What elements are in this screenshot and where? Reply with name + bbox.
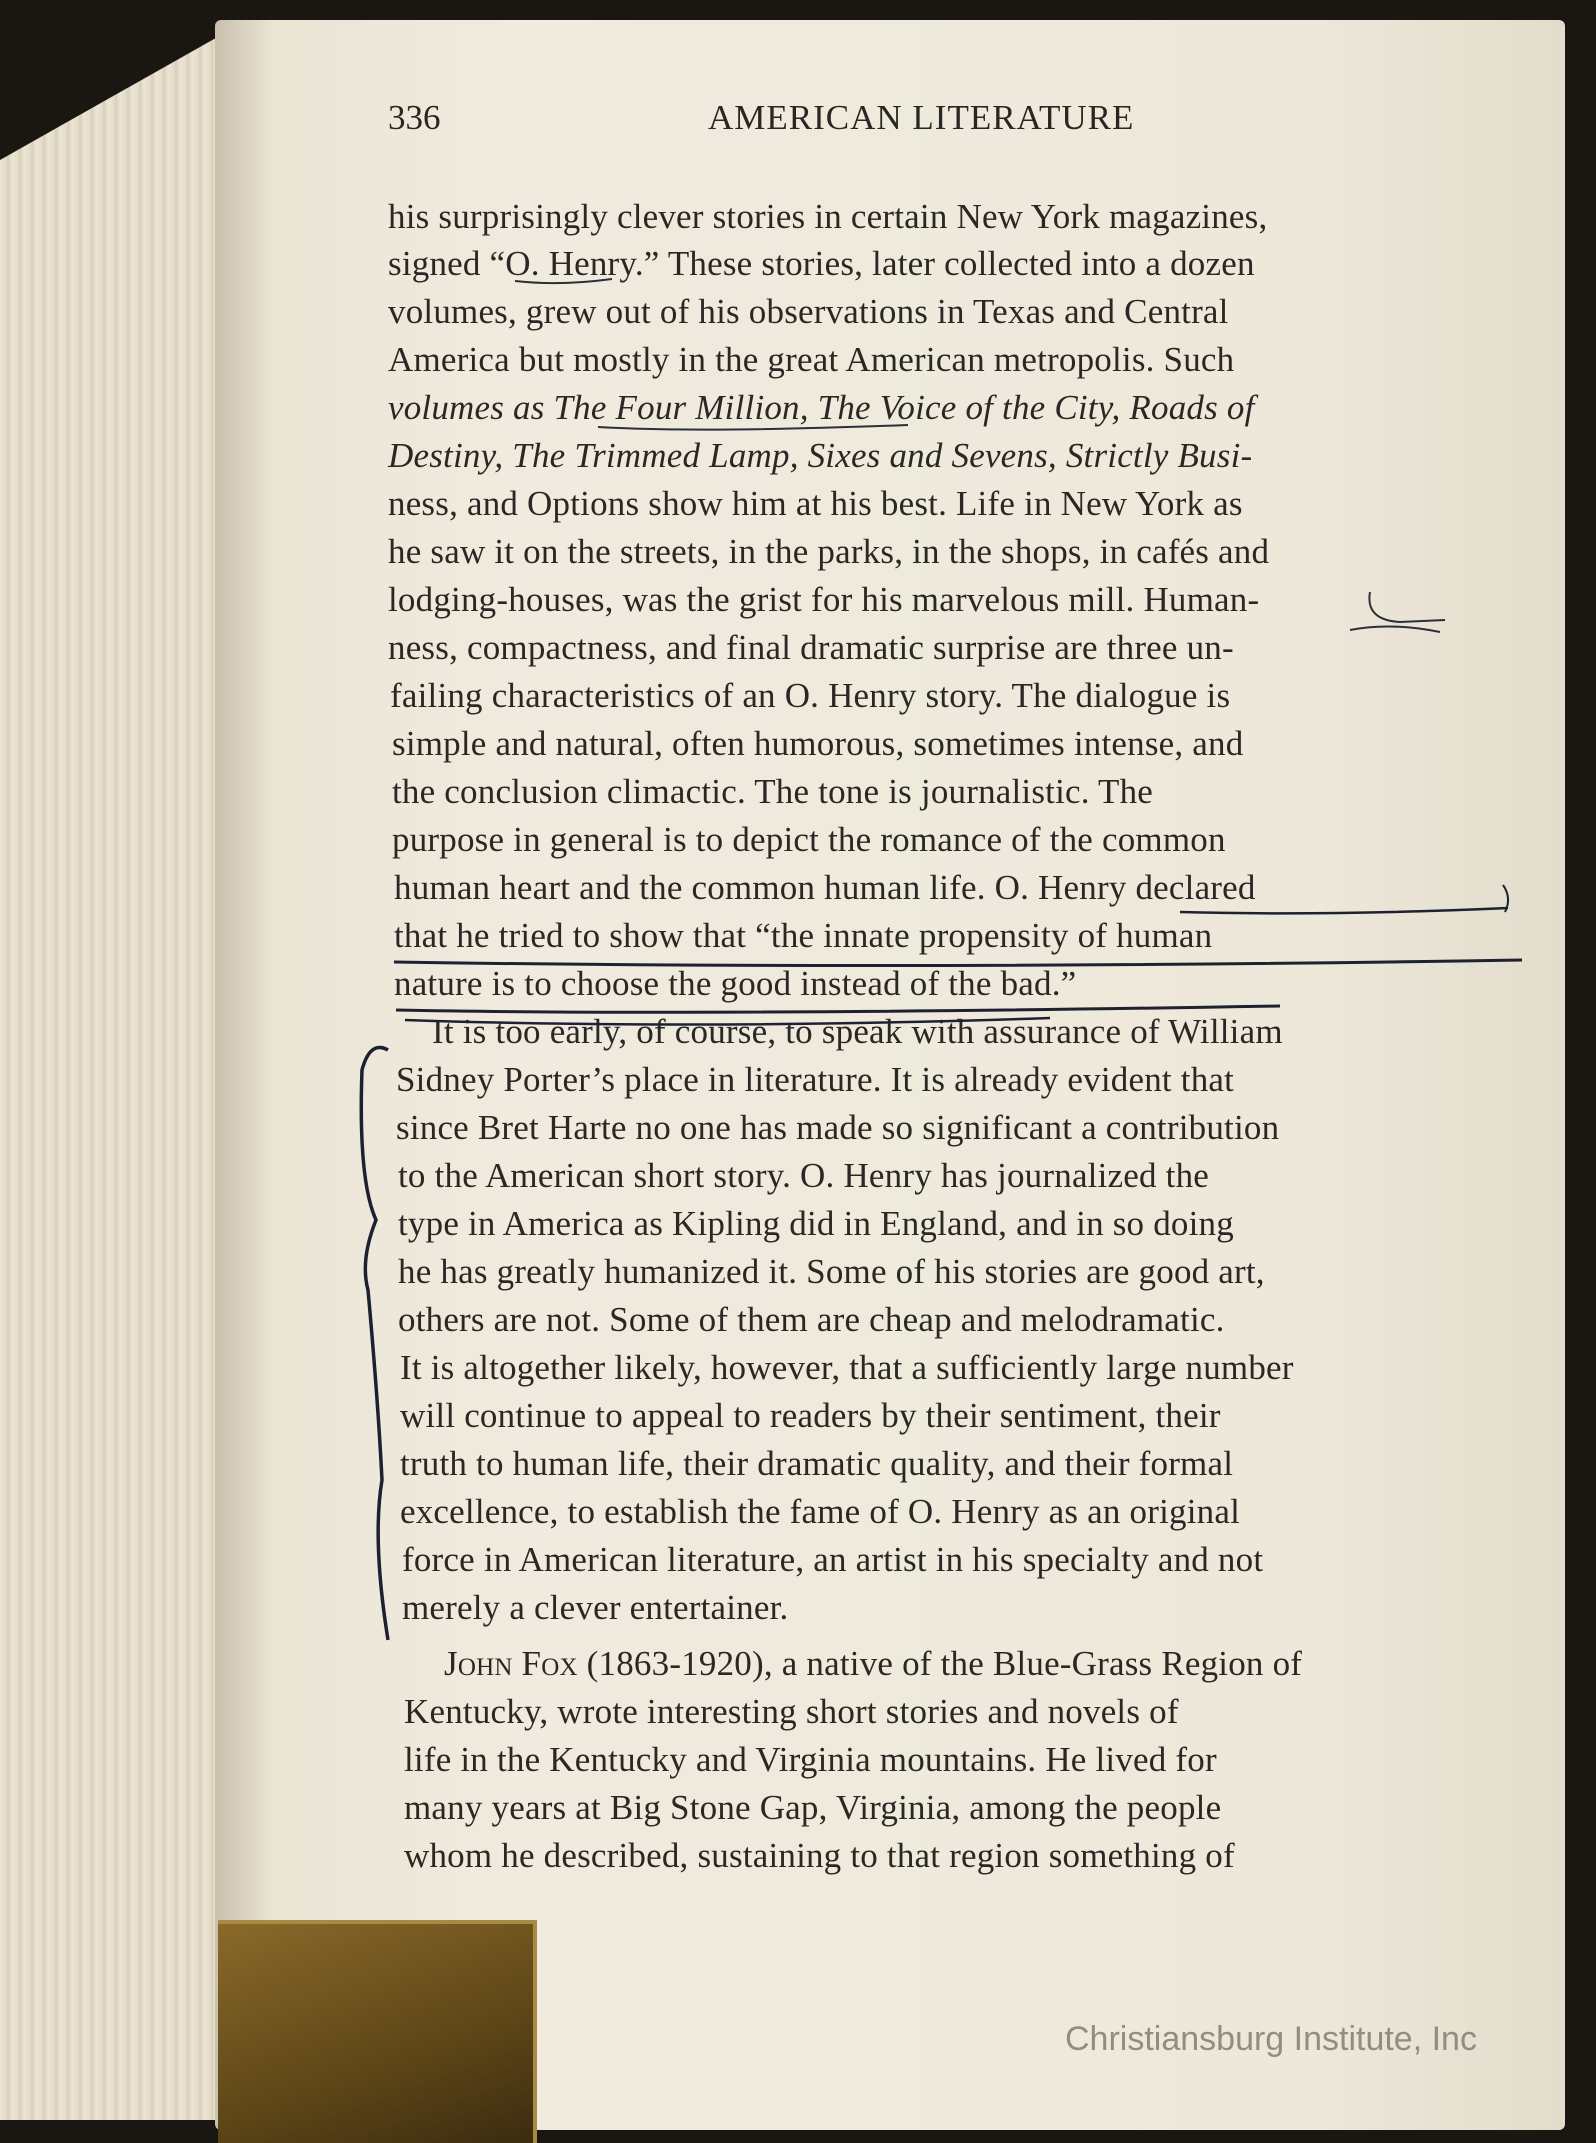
book-corner [218, 1920, 537, 2143]
text-line: truth to human life, their dramatic quality, and their formal [400, 1444, 1234, 1483]
underline-mark [598, 425, 908, 430]
text-line: excellence, to establish the fame of O. Henry as an original [400, 1492, 1241, 1531]
underline-mark [394, 960, 1522, 966]
text-line: America but mostly in the great American metropolis. Such [388, 340, 1235, 379]
underline-mark [396, 1006, 1280, 1012]
text-line: lodging-houses, was the grist for his marvelous mill. Human- [388, 580, 1260, 619]
text-line: Kentucky, wrote interesting short stories and novels of [404, 1692, 1179, 1731]
text-line: whom he described, sustaining to that region something of [404, 1836, 1235, 1875]
text-line: many years at Big Stone Gap, Virginia, among the people [404, 1788, 1222, 1827]
text-line: volumes as The Four Million, The Voice of the City, Roads of [388, 388, 1255, 427]
text-line: life in the Kentucky and Virginia mountains. He lived for [404, 1740, 1217, 1779]
text-line: failing characteristics of an O. Henry story. The dialogue is [390, 676, 1231, 715]
text-line: that he tried to show that “the innate propensity of human [394, 916, 1213, 955]
text-line: ness, and Options show him at his best. Life in New York as [388, 484, 1243, 523]
text-line: type in America as Kipling did in England, and in so doing [398, 1204, 1234, 1243]
text-line: purpose in general is to depict the romance of the common [392, 820, 1226, 859]
text-line: others are not. Some of them are cheap and melodramatic. [398, 1300, 1225, 1339]
text-line: Destiny, The Trimmed Lamp, Sixes and Sevens, Strictly Busi- [388, 436, 1253, 475]
underline-mark [515, 279, 612, 283]
text-line: volumes, grew out of his observations in Texas and Central [388, 292, 1229, 331]
text-line: It is too early, of course, to speak with assurance of William [432, 1012, 1283, 1051]
text-line: signed “O. Henry.” These stories, later collected into a dozen [388, 244, 1255, 283]
author-name: John Fox [444, 1644, 578, 1683]
text-line-rest: (1863-1920), a native of the Blue-Grass Region of [586, 1644, 1303, 1683]
text-line: It is altogether likely, however, that a sufficiently large number [400, 1348, 1294, 1387]
text-line: he has greatly humanized it. Some of his stories are good art, [398, 1252, 1265, 1291]
text-line: human heart and the common human life. O. Henry declared [394, 868, 1256, 907]
text-line: will continue to appeal to readers by their sentiment, their [400, 1396, 1221, 1435]
running-title: AMERICAN LITERATURE [708, 98, 1135, 137]
text-line: simple and natural, often humorous, sometimes intense, and [392, 724, 1244, 763]
underline-mark [405, 1018, 1050, 1025]
text-line: Sidney Porter’s place in literature. It is already evident that [396, 1060, 1235, 1099]
watermark: Christiansburg Institute, Inc [1065, 2020, 1477, 2058]
text-line: ness, compactness, and final dramatic surprise are three un- [388, 628, 1234, 667]
underline-mark [1369, 592, 1445, 622]
page-number: 336 [388, 98, 441, 137]
text-line: his surprisingly clever stories in certain New York magazines, [388, 197, 1268, 236]
text-line: nature is to choose the good instead of the bad.” [394, 964, 1077, 1003]
margin-bracket [361, 1048, 388, 1641]
text-line: to the American short story. O. Henry has journalized the [398, 1156, 1209, 1195]
text-line: force in American literature, an artist in his specialty and not [402, 1540, 1264, 1579]
text-line: since Bret Harte no one has made so significant a contribution [396, 1108, 1280, 1147]
underline-mark [1350, 626, 1440, 632]
text-line: the conclusion climactic. The tone is journalistic. The [392, 772, 1154, 811]
underline-mark [1180, 908, 1508, 913]
text-line: merely a clever entertainer. [402, 1588, 789, 1627]
text-line: he saw it on the streets, in the parks, in the shops, in cafés and [388, 532, 1270, 571]
